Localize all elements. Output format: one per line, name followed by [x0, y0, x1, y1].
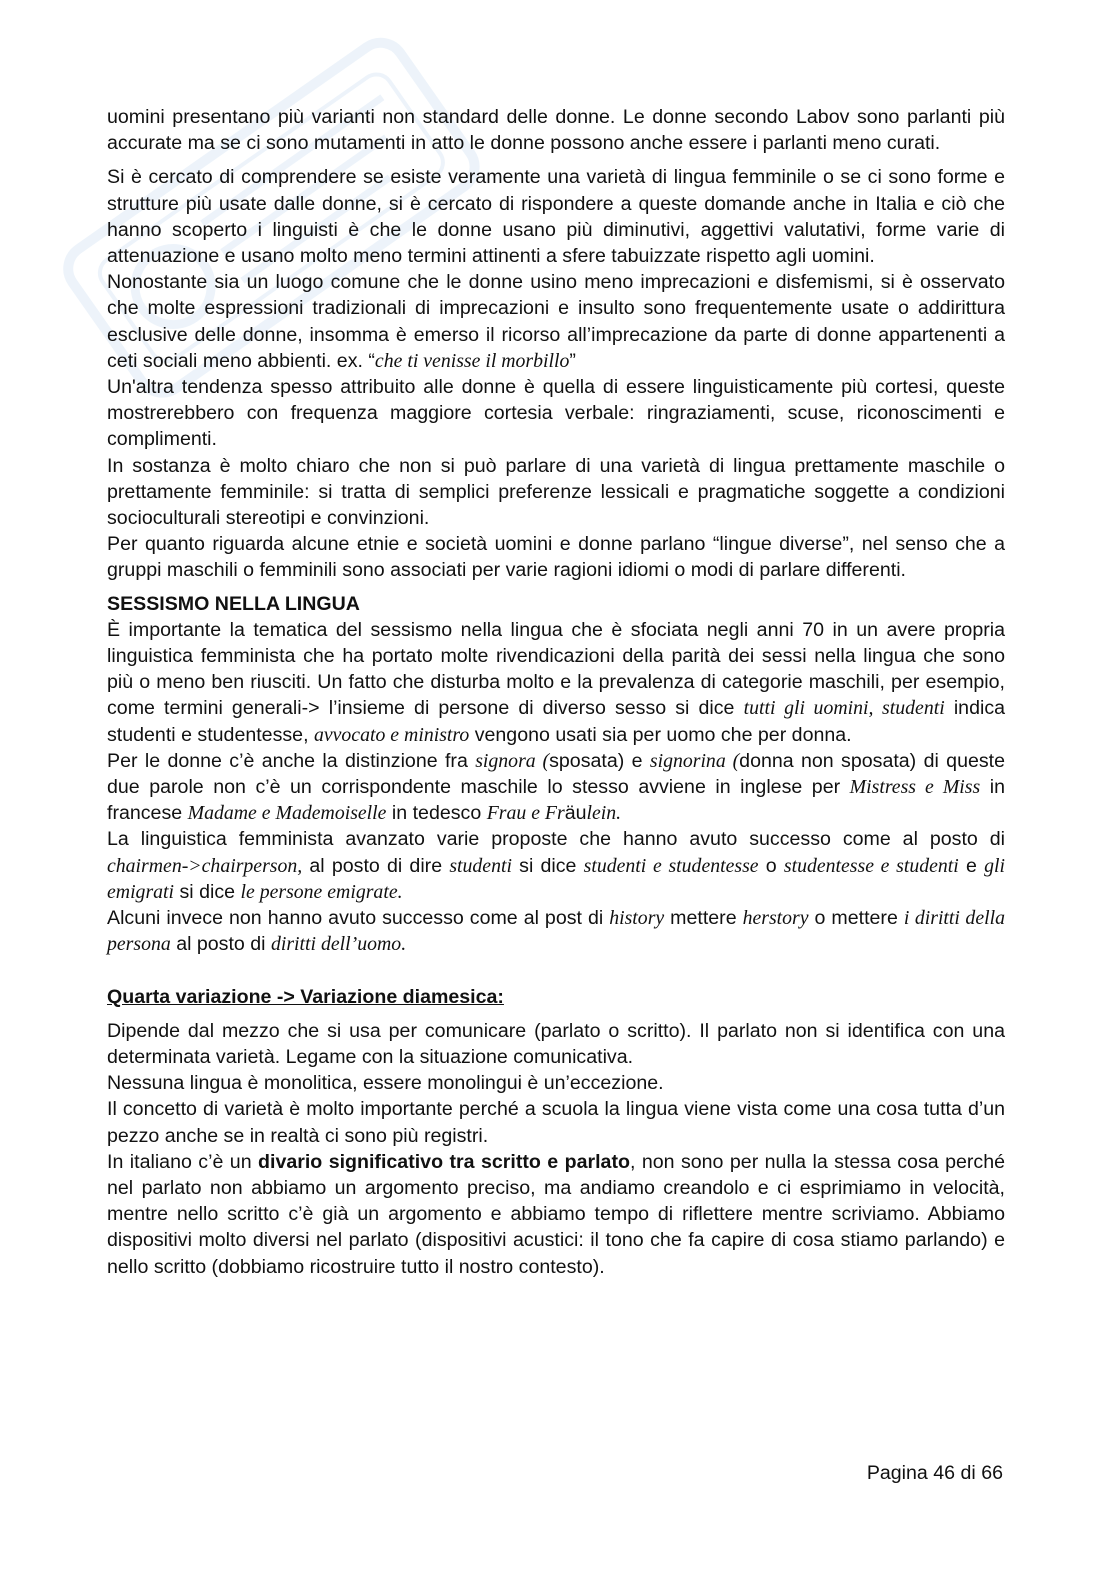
paragraph: Per quanto riguarda alcune etnie e società uomini e donne parlano “lingue diverse”, nel senso che a gruppi maschili o femminili sono associati per varie ragioni idiomi o modi di parlare differenti.	[107, 533, 1005, 582]
paragraph: In italiano c’è un divario significativo tra scritto e parlato, non sono per nulla la stessa cosa perché nel parlato non abbiamo un argomento preciso, ma andiamo creandolo e ci esprimiamo in velocità, mentre nello scritto c’è già un argomento e abbiamo tempo di riflettere mentre scriviamo. Abbiamo dispositivi molto diversi nel parlato (dispositivi acustici: il tono che fa capire di cosa stiamo parlando) e nello scritto (dobbiamo ricostruire tutto il nostro contesto).	[107, 1150, 1005, 1278]
section-heading: SESSISMO NELLA LINGUA	[107, 592, 360, 615]
paragraph: Nonostante sia un luogo comune che le donne usino meno imprecazioni e disfemismi, si è osservato che molte espressioni tradizionali di imprecazioni e insulto sono frequentemente usate o addirittura esclusive delle donne, insomma è emerso il ricorso all’imprecazione da parte di donne appartenenti a ceti sociali meno abbienti. ex. “che ti venisse il morbillo”	[107, 271, 1005, 372]
paragraph: Alcuni invece non hanno avuto successo come al post di history mettere herstory o mettere i diritti della persona al posto di diritti dell’uomo.	[107, 907, 1005, 956]
page-number: Pagina 46 di 66	[866, 1462, 1003, 1484]
paragraph: La linguistica femminista avanzato varie proposte che hanno avuto successo come al posto di chairmen->chairperson, al posto di dire studenti si dice studenti e studentesse o studentesse e studenti e gli emigrati si dice le persone emigrate.	[107, 828, 1005, 903]
example-quote: che ti venisse il morbillo	[374, 349, 570, 372]
paragraph: In sostanza è molto chiaro che non si può parlare di una varietà di lingua prettamente maschile o prettamente femminile: si tratta di semplici preferenze lessicali e pragmatiche soggette a condizioni socioculturali stereotipi e convinzioni.	[107, 454, 1005, 530]
paragraph: Per le donne c’è anche la distinzione fra signora (sposata) e signorina (donna non sposata) di queste due parole non c’è un corrispondente maschile lo stesso avviene in inglese per Mistress e Miss in francese Madame e Mademoiselle in tedesco Frau e Fräulein.	[107, 749, 1006, 825]
paragraph: Il concetto di varietà è molto importante perché a scuola la lingua viene vista come una cosa tutta d’un pezzo anche se in realtà ci sono più registri.	[107, 1098, 1005, 1147]
document-body	[107, 104, 1005, 1280]
paragraph: Dipende dal mezzo che si usa per comunicare (parlato o scritto). Il parlato non si identifica con una determinata varietà. Legame con la situazione comunicativa.	[107, 1019, 1005, 1068]
section-heading: Quarta variazione -> Variazione diamesica:	[107, 985, 504, 1008]
paragraph: Si è cercato di comprendere se esiste veramente una varietà di lingua femminile o se ci sono forme e strutture più usate dalle donne, si è cercato di rispondere a queste domande anche in Italia e ciò che hanno scoperto i linguisti è che le donne usano più diminutivi, aggettivi valutativi, forme varie di attenuazione e usano molto meno termini attinenti a sfere tabuizzate rispetto agli uomini.	[107, 166, 1005, 268]
paragraph: È importante la tematica del sessismo nella lingua che è sfociata negli anni 70 in un avere propria linguistica femminista che ha portato molte rivendicazioni della parità dei sessi nella lingua che sono più o meno ben riusciti. Un fatto che disturba molto e la prevalenza di categorie maschili, per esempio, come termini generali-> l’insieme di persone di diverso sesso si dice tutti gli uomini, studenti indica studenti e studentesse, avvocato e ministro vengono usati sia per uomo che per donna.	[107, 618, 1006, 746]
paragraph: Un'altra tendenza spesso attribuito alle donne è quella di essere linguisticamente più cortesi, queste mostrerebbero con frequenza maggiore cortesia verbale: ringraziamenti, scuse, riconoscimenti e complimenti.	[107, 376, 1005, 451]
bold-phrase: divario significativo tra scritto e parlato	[258, 1150, 630, 1173]
paragraph: Nessuna lingua è monolitica, essere monolingui è un’eccezione.	[107, 1072, 664, 1095]
paragraph: uomini presentano più varianti non standard delle donne. Le donne secondo Labov sono parlanti più accurate ma se ci sono mutamenti in atto le donne possono anche essere i parlanti meno curati.	[107, 106, 1005, 155]
